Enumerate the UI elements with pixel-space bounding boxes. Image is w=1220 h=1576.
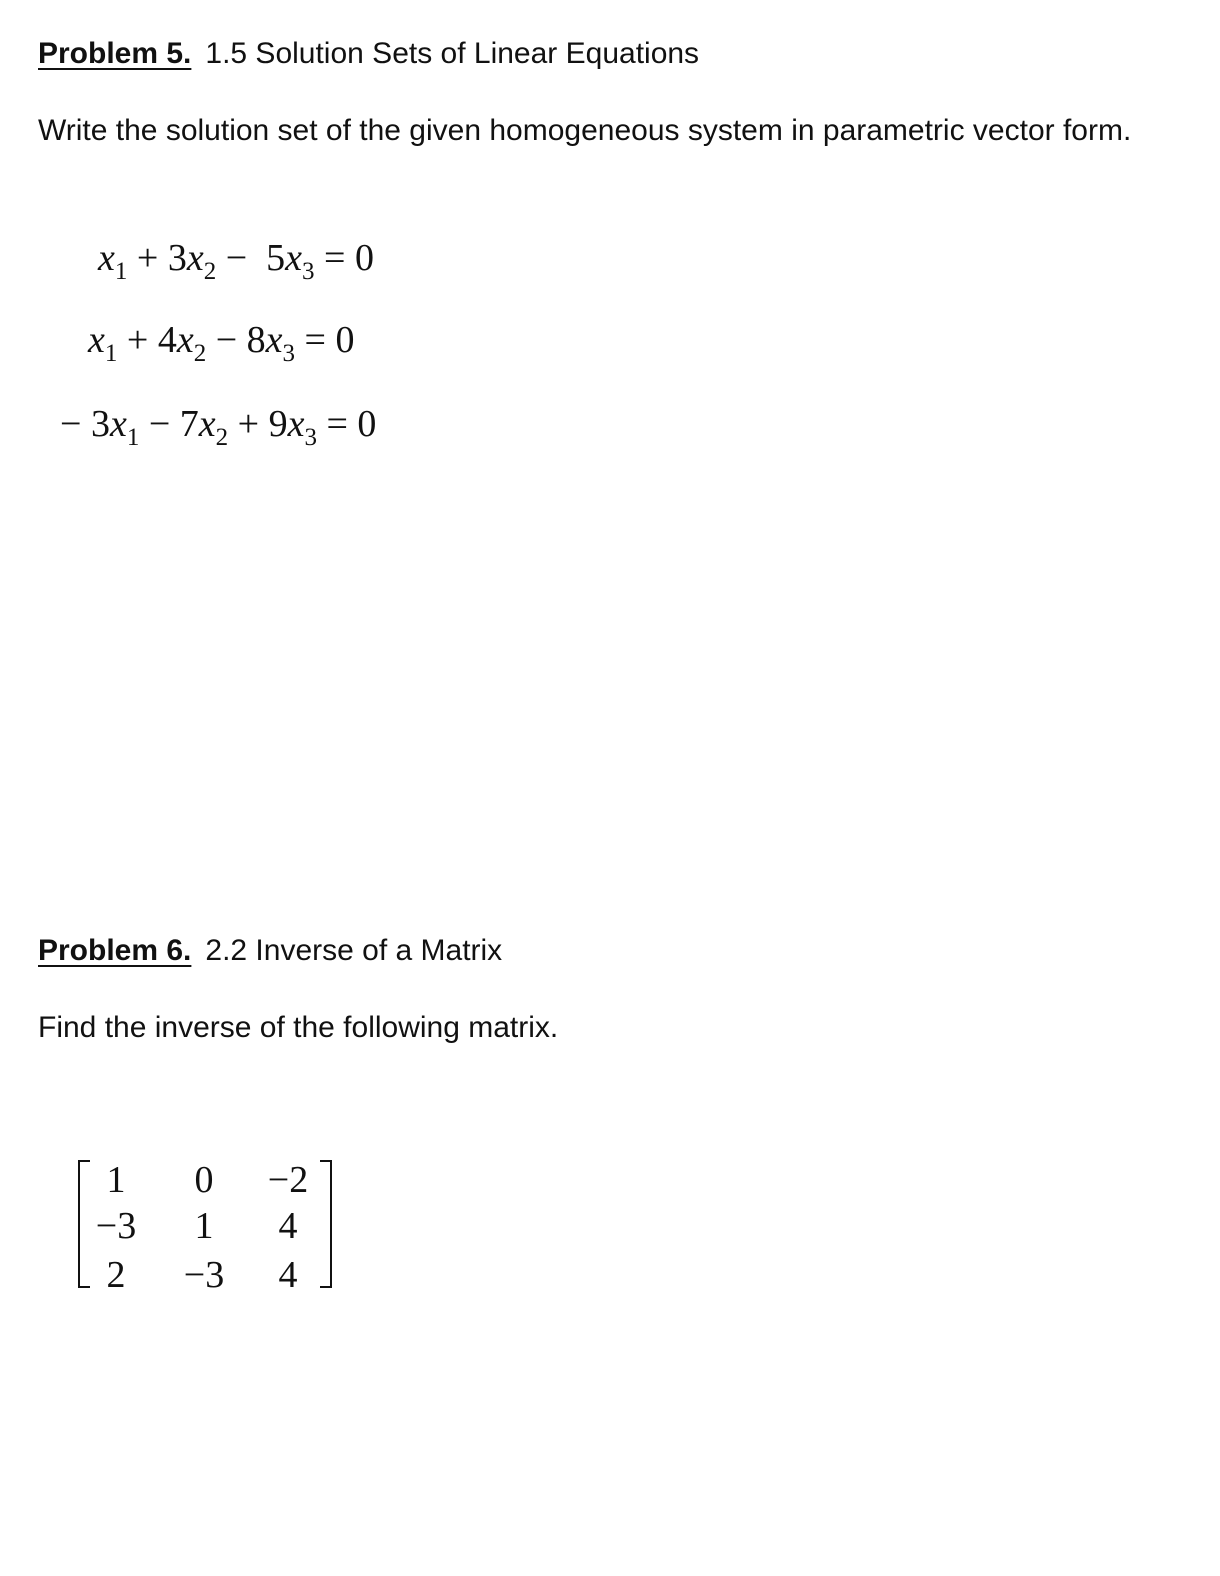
matrix-cell: −3 [183, 1254, 225, 1296]
problem6-heading [38, 934, 502, 968]
problem6-label: Problem 6. [38, 934, 192, 967]
matrix-cell: 2 [106, 1254, 126, 1296]
equation-1: $x_1 + 3x_2 - 5x_3 = 0$ [98, 237, 374, 285]
equation-3: − $3x_1 - 7x_2 + 9x_3 = 0$ [60, 403, 377, 451]
matrix-cell: 4 [278, 1254, 298, 1296]
problem5-label: Problem 5. [38, 37, 192, 70]
matrix-cell: 1 [106, 1159, 126, 1201]
matrix-cell: 1 [194, 1205, 214, 1247]
problem5-heading [38, 37, 699, 71]
problem6-instruction: Find the inverse of the following matrix. [38, 1011, 559, 1044]
problem5-topic: 1.5 Solution Sets of Linear Equations [205, 37, 700, 70]
matrix [72, 1150, 338, 1298]
matrix-cell: −3 [95, 1205, 137, 1247]
matrix-cell: 4 [278, 1205, 298, 1247]
matrix-right-bracket [320, 1160, 332, 1288]
problem6-topic: 2.2 Inverse of a Matrix [205, 934, 503, 967]
problem5-instruction: Write the solution set of the given homogeneous system in parametric vector form. [38, 114, 1132, 147]
matrix-cell: −2 [267, 1159, 309, 1201]
equation-2: $x_1 + 4x_2 - 8x_3 = 0$ [88, 319, 355, 367]
matrix-cell: 0 [194, 1159, 214, 1201]
